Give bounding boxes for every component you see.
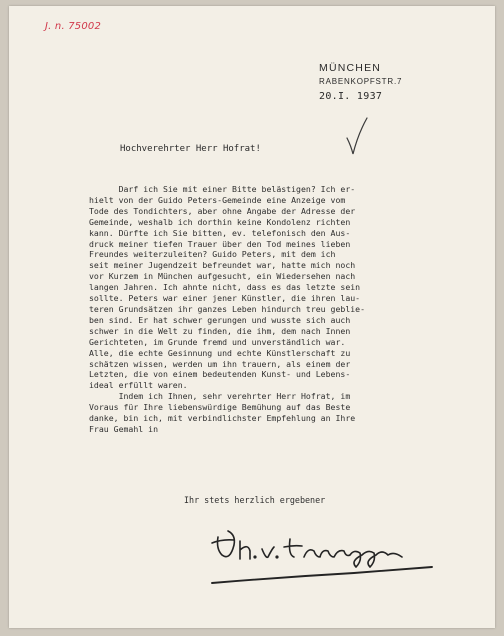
letterhead-city: MÜNCHEN — [319, 62, 382, 74]
body-line: Gemeinde, weshalb ich dorthin keine Kondolenz richten — [89, 216, 351, 227]
body-line: teren Grundsätzen ihr ganzes Leben hindurch treu geblie- — [89, 303, 366, 314]
body-line: Tode des Tondichters, aber ohne Angabe der Adresse der — [89, 205, 356, 216]
body-line: vor Kurzem in München aufgesucht, ein Wiedersehen nach — [89, 271, 356, 282]
body-line: sollte. Peters war einer jener Künstler, die ihren lau- — [89, 293, 361, 304]
salutation: Hochverehrter Herr Hofrat! — [120, 144, 261, 154]
closing: Ihr stets herzlich ergebener — [184, 495, 326, 505]
body-line: schwer in die Welt zu finden, die ihm, dem nach Innen — [89, 325, 351, 336]
letter-date: 20.I. 1937 — [319, 91, 383, 102]
body-line: Gerichteten, im Grunde fremd und unverständlich war. — [89, 336, 346, 347]
body-line: schätzen wissen, werden um ihn trauern, als einem der — [89, 358, 351, 369]
body-line: Freundes weiterzuleiten? Guido Peters, mit dem ich — [89, 249, 336, 260]
checkmark-icon — [345, 116, 369, 158]
letterhead — [319, 62, 402, 102]
signature — [204, 521, 439, 589]
body-line: Darf ich Sie mit einer Bitte belästigen? Ich er- — [89, 184, 356, 194]
body-line: ideal erfüllt waren. — [89, 380, 188, 391]
letter-body — [89, 184, 494, 435]
letter-sheet — [9, 6, 495, 628]
letterhead-street: RABENKOPFSTR.7 — [319, 77, 403, 86]
body-line: Voraus für Ihre liebenswürdige Bemühung auf das Beste — [89, 402, 351, 413]
archive-mark: J. n. 75002 — [45, 21, 102, 32]
body-line: Frau Gemahl in — [89, 423, 159, 434]
body-line: Indem ich Ihnen, sehr verehrter Herr Hofrat, im — [89, 391, 351, 402]
body-line: hielt von der Guido Peters-Gemeinde eine Anzeige vom — [89, 194, 346, 205]
body-line: ben sind. Er hat schwer gerungen und wusste sich auch — [89, 314, 351, 325]
body-line: Alle, die echte Gesinnung und echte Künstlerschaft zu — [89, 347, 351, 358]
body-line: Letzten, die von einem bedeutenden Kunst- und Lebens- — [89, 369, 351, 380]
body-line: danke, bin ich, mit verbindlichster Empfehlung an Ihre — [89, 413, 356, 424]
body-line: druck meiner tiefen Trauer über den Tod meines lieben — [89, 238, 351, 249]
body-line: seit meiner Jugendzeit befreundet war, hatte mich noch — [89, 260, 356, 271]
body-line: kann. Dürfte ich Sie bitten, ev. telefonisch den Aus- — [89, 227, 351, 238]
body-line: langen Jahren. Ich ahnte nicht, dass es das letzte sein — [89, 282, 361, 293]
